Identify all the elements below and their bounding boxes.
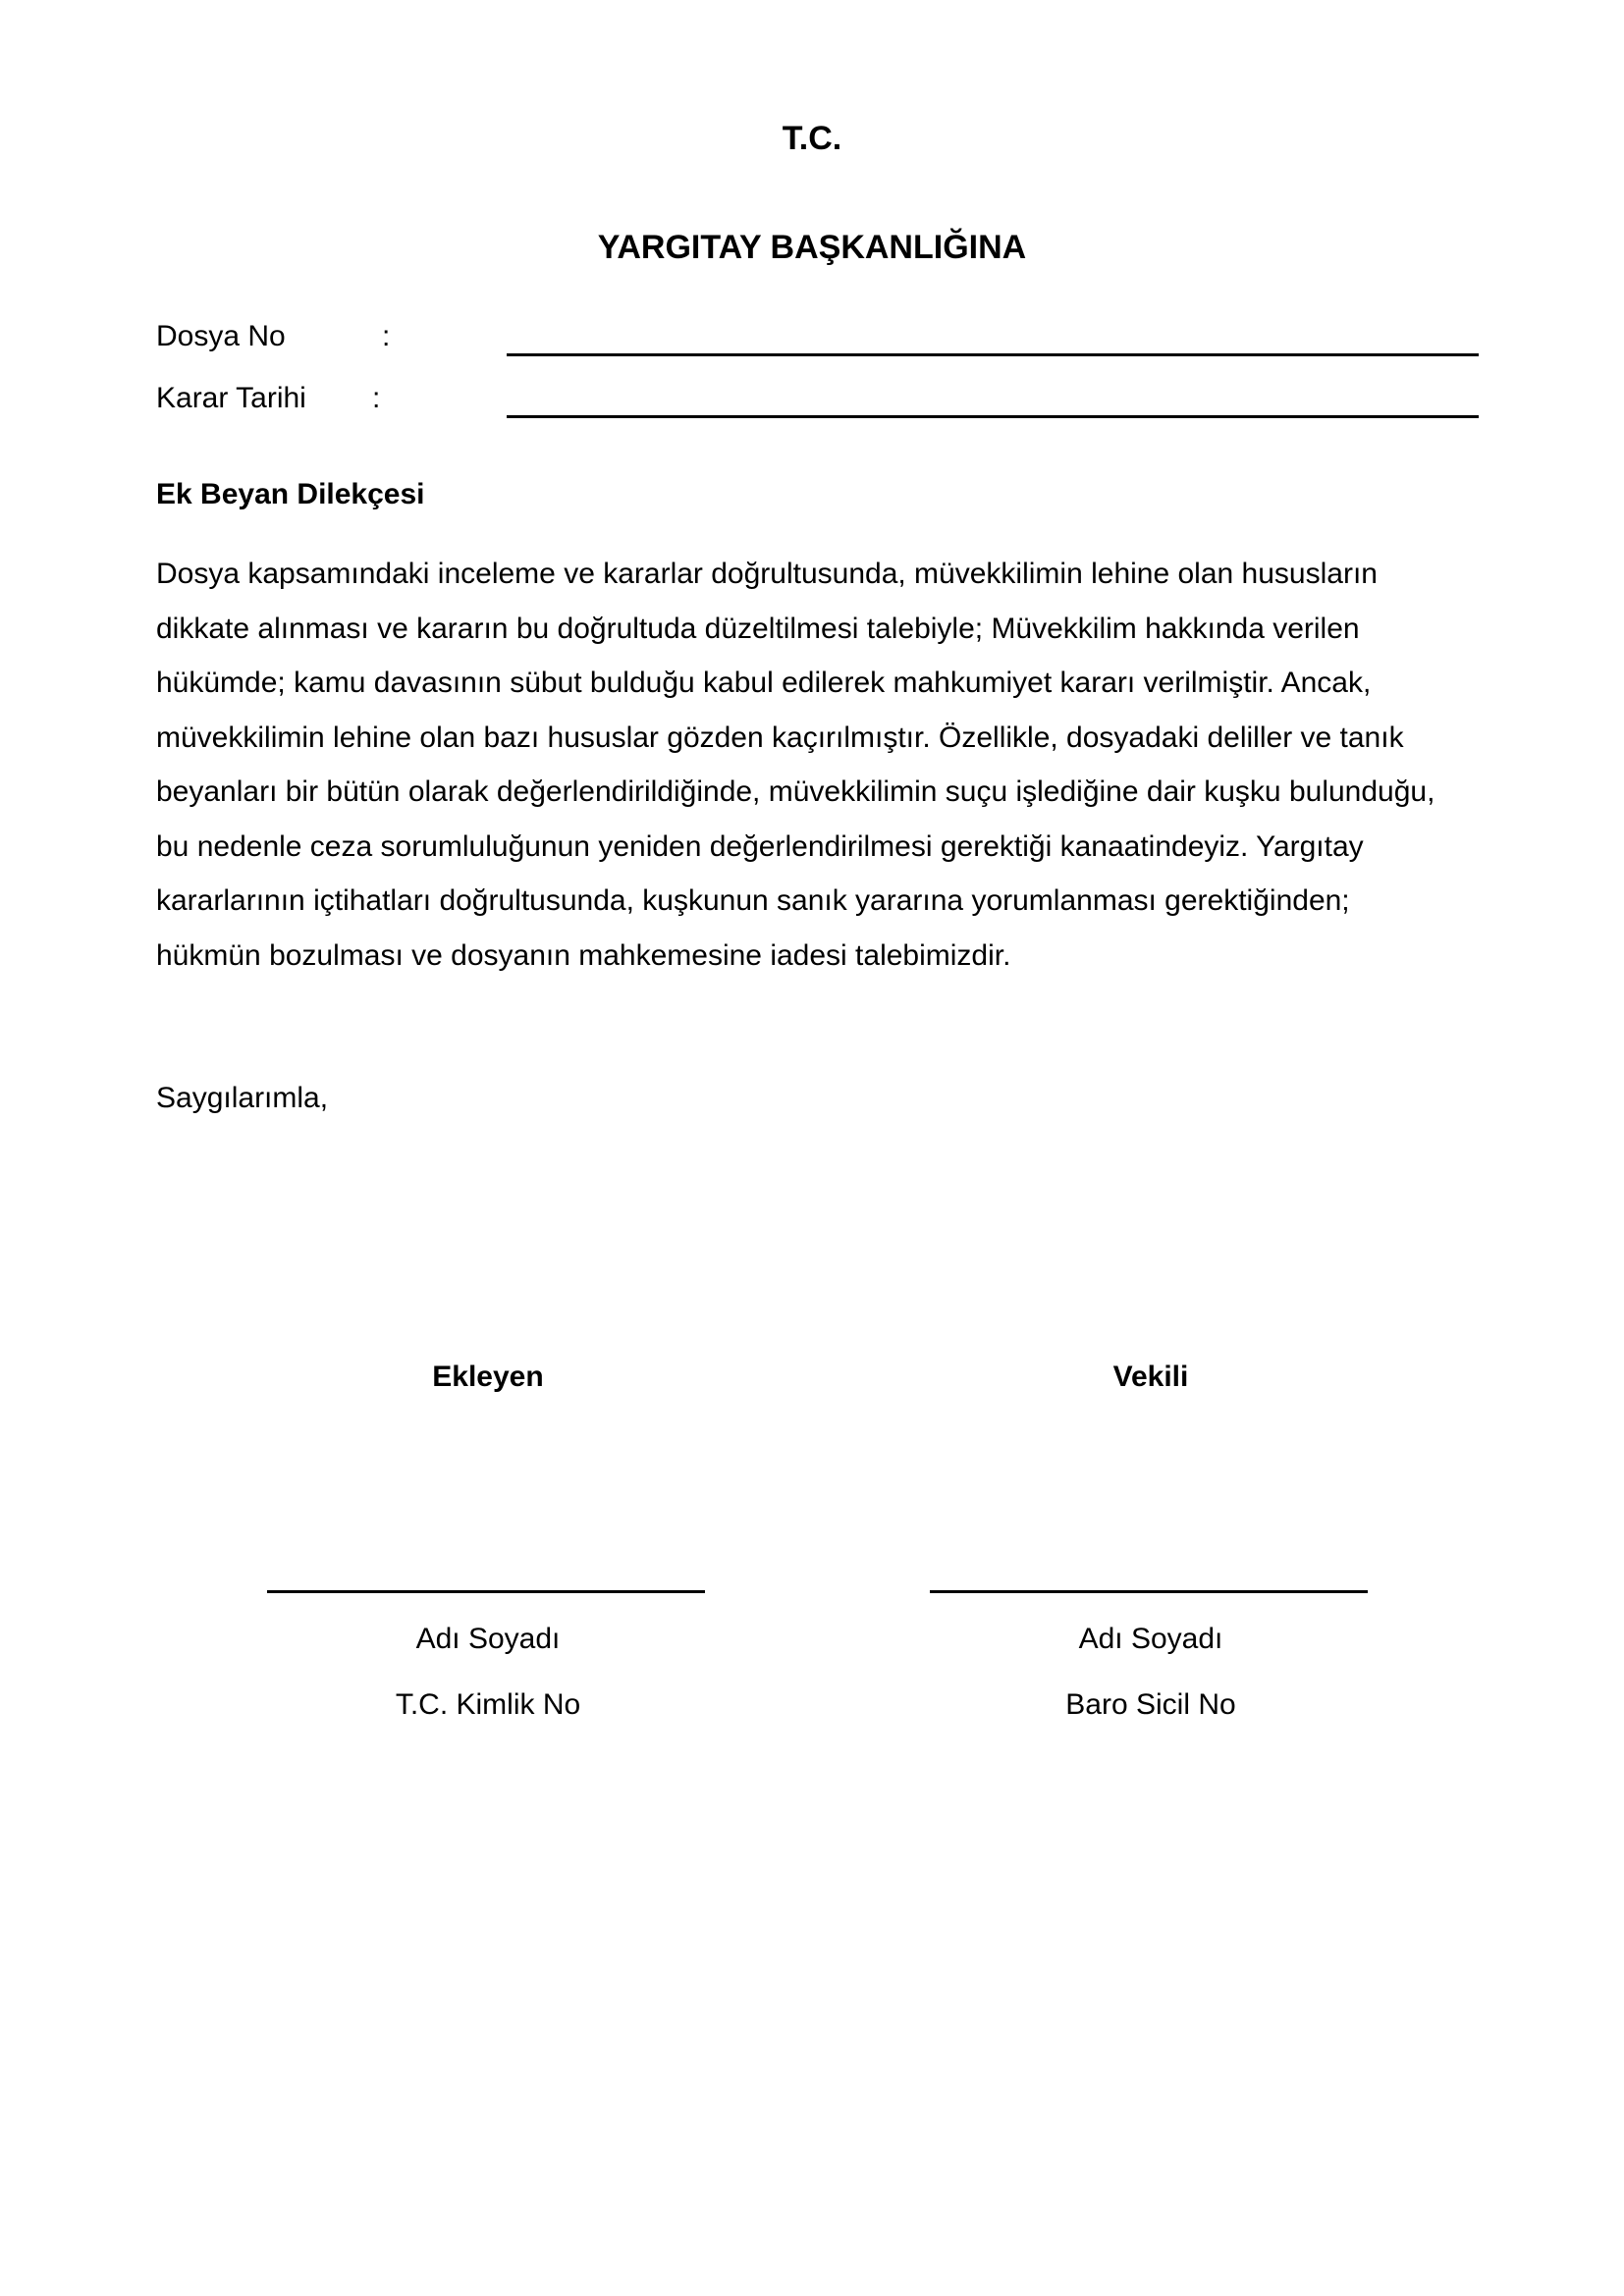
karar-tarihi-label: Karar Tarihi <box>156 382 306 414</box>
signature-id-applicant: T.C. Kimlik No <box>395 1688 581 1721</box>
karar-tarihi-blank-line <box>507 415 1479 418</box>
signature-title-applicant: Ekleyen <box>432 1361 544 1393</box>
dosya-no-colon: : <box>382 320 391 352</box>
body-line: Dosya kapsamındaki inceleme ve kararlar doğrultusunda, müvekkilimin lehine olan hususların <box>156 558 1378 590</box>
karar-tarihi-row <box>156 382 1482 431</box>
header-tc: T.C. <box>782 120 842 157</box>
petition-body <box>156 547 1491 983</box>
signature-name-applicant: Adı Soyadı <box>415 1623 561 1655</box>
body-line: müvekkilimin lehine olan bazı hususlar gözden kaçırılmıştır. Özellikle, dosyadaki deliller ve tanık <box>156 721 1404 754</box>
body-line: kararlarının içtihatları doğrultusunda, kuşkunun sanık yararına yorumlanması gerektiğinden; <box>156 884 1350 917</box>
karar-tarihi-colon: : <box>372 382 381 414</box>
signature-name-attorney: Adı Soyadı <box>1078 1623 1223 1655</box>
body-line: hükmün bozulması ve dosyanın mahkemesine iadesi talebimizdir. <box>156 938 1011 972</box>
subject-heading: Ek Beyan Dilekçesi <box>156 478 425 510</box>
court-title: YARGITAY BAŞKANLIĞINA <box>597 229 1027 266</box>
closing-salutation: Saygılarımla, <box>156 1082 329 1114</box>
body-line: beyanları bir bütün olarak değerlendirildiğinde, müvekkilimin suçu işlediğine dair kuşku bulunduğu, <box>156 775 1435 808</box>
body-line: hükümde; kamu davasının sübut bulduğu kabul edilerek mahkumiyet kararı verilmiştir. Ancak, <box>156 667 1372 699</box>
dosya-no-label: Dosya No <box>156 320 286 352</box>
body-line: bu nedenle ceza sorumluluğunun yeniden değerlendirilmesi gerektiği kanaatindeyiz. Yargıtay <box>156 829 1364 863</box>
body-line: dikkate alınması ve kararın bu doğrultuda düzeltilmesi talebiyle; Müvekkilim hakkında verilen <box>156 612 1360 645</box>
dosya-no-row <box>156 320 1482 369</box>
signature-line-applicant <box>267 1590 705 1593</box>
signature-line-attorney <box>930 1590 1368 1593</box>
signature-id-attorney: Baro Sicil No <box>1065 1688 1236 1721</box>
dosya-no-blank-line <box>507 353 1479 356</box>
signature-title-attorney: Vekili <box>1112 1361 1189 1393</box>
